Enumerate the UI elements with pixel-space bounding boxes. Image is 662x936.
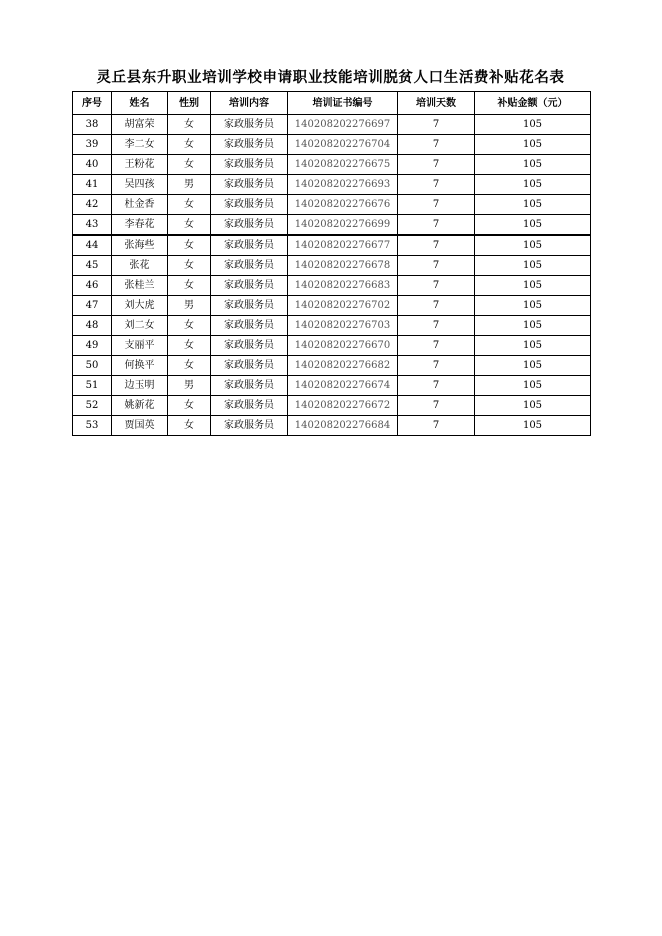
cell-training-content: 家政服务员 — [211, 135, 288, 155]
cell-seq: 38 — [73, 115, 112, 135]
cell-gender: 男 — [168, 175, 211, 195]
cell-seq: 47 — [73, 296, 112, 316]
cell-training-content: 家政服务员 — [211, 235, 288, 256]
cell-name: 吴四孩 — [112, 175, 168, 195]
cell-certificate-number: 140208202276683 — [288, 276, 398, 296]
cell-name: 王粉花 — [112, 155, 168, 175]
column-header-training-days: 培训天数 — [398, 92, 475, 115]
table-row — [73, 376, 591, 396]
cell-training-content: 家政服务员 — [211, 215, 288, 236]
cell-subsidy-amount: 105 — [475, 135, 591, 155]
table-row — [73, 276, 591, 296]
cell-seq: 52 — [73, 396, 112, 416]
cell-training-content: 家政服务员 — [211, 396, 288, 416]
cell-name: 张花 — [112, 256, 168, 276]
table-row — [73, 416, 591, 436]
cell-certificate-number: 140208202276672 — [288, 396, 398, 416]
cell-gender: 女 — [168, 155, 211, 175]
cell-seq: 53 — [73, 416, 112, 436]
cell-subsidy-amount: 105 — [475, 416, 591, 436]
cell-certificate-number: 140208202276678 — [288, 256, 398, 276]
cell-subsidy-amount: 105 — [475, 215, 591, 236]
table-row — [73, 336, 591, 356]
cell-training-days: 7 — [398, 135, 475, 155]
cell-training-content: 家政服务员 — [211, 276, 288, 296]
cell-gender: 女 — [168, 256, 211, 276]
cell-subsidy-amount: 105 — [475, 376, 591, 396]
table-row — [73, 316, 591, 336]
column-header-subsidy-amount: 补贴金额（元） — [475, 92, 591, 115]
cell-name: 姚新花 — [112, 396, 168, 416]
cell-training-content: 家政服务员 — [211, 356, 288, 376]
cell-training-days: 7 — [398, 376, 475, 396]
cell-seq: 42 — [73, 195, 112, 215]
cell-subsidy-amount: 105 — [475, 356, 591, 376]
cell-seq: 46 — [73, 276, 112, 296]
cell-certificate-number: 140208202276703 — [288, 316, 398, 336]
page-title: 灵丘县东升职业培训学校申请职业技能培训脱贫人口生活费补贴花名表 — [96, 69, 565, 86]
column-header-gender: 性别 — [168, 92, 211, 115]
cell-subsidy-amount: 105 — [475, 296, 591, 316]
cell-training-days: 7 — [398, 336, 475, 356]
cell-seq: 41 — [73, 175, 112, 195]
table-row — [73, 396, 591, 416]
cell-certificate-number: 140208202276704 — [288, 135, 398, 155]
cell-subsidy-amount: 105 — [475, 336, 591, 356]
cell-seq: 51 — [73, 376, 112, 396]
cell-name: 何换平 — [112, 356, 168, 376]
cell-training-content: 家政服务员 — [211, 316, 288, 336]
cell-name: 张桂兰 — [112, 276, 168, 296]
cell-training-days: 7 — [398, 416, 475, 436]
cell-training-days: 7 — [398, 356, 475, 376]
cell-name: 贾国英 — [112, 416, 168, 436]
cell-training-days: 7 — [398, 316, 475, 336]
cell-gender: 女 — [168, 115, 211, 135]
cell-certificate-number: 140208202276674 — [288, 376, 398, 396]
cell-training-days: 7 — [398, 256, 475, 276]
cell-seq: 40 — [73, 155, 112, 175]
cell-gender: 男 — [168, 376, 211, 396]
cell-gender: 女 — [168, 336, 211, 356]
cell-name: 刘大虎 — [112, 296, 168, 316]
cell-subsidy-amount: 105 — [475, 276, 591, 296]
cell-name: 胡富荣 — [112, 115, 168, 135]
cell-certificate-number: 140208202276702 — [288, 296, 398, 316]
table-row — [73, 175, 591, 195]
cell-subsidy-amount: 105 — [475, 396, 591, 416]
cell-seq: 49 — [73, 336, 112, 356]
table-row — [73, 195, 591, 215]
cell-training-content: 家政服务员 — [211, 296, 288, 316]
cell-seq: 50 — [73, 356, 112, 376]
cell-subsidy-amount: 105 — [475, 195, 591, 215]
table-row — [73, 235, 591, 256]
cell-gender: 女 — [168, 235, 211, 256]
cell-training-days: 7 — [398, 396, 475, 416]
cell-certificate-number: 140208202276675 — [288, 155, 398, 175]
table-row — [73, 155, 591, 175]
cell-seq: 43 — [73, 215, 112, 236]
cell-training-content: 家政服务员 — [211, 115, 288, 135]
table-row — [73, 356, 591, 376]
cell-gender: 女 — [168, 416, 211, 436]
cell-name: 支丽平 — [112, 336, 168, 356]
column-header-name: 姓名 — [112, 92, 168, 115]
cell-subsidy-amount: 105 — [475, 115, 591, 135]
cell-name: 刘二女 — [112, 316, 168, 336]
roster-body — [73, 115, 591, 436]
cell-gender: 女 — [168, 396, 211, 416]
cell-gender: 女 — [168, 135, 211, 155]
cell-seq: 44 — [73, 235, 112, 256]
cell-training-content: 家政服务员 — [211, 155, 288, 175]
cell-training-days: 7 — [398, 296, 475, 316]
cell-subsidy-amount: 105 — [475, 235, 591, 256]
cell-certificate-number: 140208202276670 — [288, 336, 398, 356]
cell-training-days: 7 — [398, 155, 475, 175]
cell-name: 张海些 — [112, 235, 168, 256]
table-row — [73, 215, 591, 236]
column-header-seq: 序号 — [73, 92, 112, 115]
table-row — [73, 296, 591, 316]
cell-training-days: 7 — [398, 115, 475, 135]
cell-subsidy-amount: 105 — [475, 155, 591, 175]
table-row — [73, 135, 591, 155]
cell-certificate-number: 140208202276699 — [288, 215, 398, 236]
cell-certificate-number: 140208202276676 — [288, 195, 398, 215]
cell-training-days: 7 — [398, 235, 475, 256]
column-header-certificate-number: 培训证书编号 — [288, 92, 398, 115]
cell-seq: 45 — [73, 256, 112, 276]
cell-training-content: 家政服务员 — [211, 256, 288, 276]
cell-training-content: 家政服务员 — [211, 376, 288, 396]
table-row — [73, 115, 591, 135]
cell-subsidy-amount: 105 — [475, 256, 591, 276]
cell-subsidy-amount: 105 — [475, 175, 591, 195]
cell-name: 李二女 — [112, 135, 168, 155]
cell-gender: 女 — [168, 215, 211, 236]
column-header-training-content: 培训内容 — [211, 92, 288, 115]
cell-certificate-number: 140208202276677 — [288, 235, 398, 256]
cell-training-days: 7 — [398, 175, 475, 195]
cell-training-days: 7 — [398, 215, 475, 236]
cell-name: 杜金香 — [112, 195, 168, 215]
cell-certificate-number: 140208202276682 — [288, 356, 398, 376]
cell-certificate-number: 140208202276684 — [288, 416, 398, 436]
header-row — [73, 92, 591, 115]
cell-certificate-number: 140208202276693 — [288, 175, 398, 195]
cell-training-days: 7 — [398, 195, 475, 215]
cell-gender: 女 — [168, 195, 211, 215]
cell-seq: 39 — [73, 135, 112, 155]
cell-gender: 男 — [168, 296, 211, 316]
roster-table — [72, 91, 591, 436]
cell-gender: 女 — [168, 356, 211, 376]
cell-training-content: 家政服务员 — [211, 416, 288, 436]
cell-name: 边玉明 — [112, 376, 168, 396]
cell-training-content: 家政服务员 — [211, 175, 288, 195]
cell-training-content: 家政服务员 — [211, 195, 288, 215]
table-row — [73, 256, 591, 276]
cell-training-content: 家政服务员 — [211, 336, 288, 356]
cell-subsidy-amount: 105 — [475, 316, 591, 336]
cell-training-days: 7 — [398, 276, 475, 296]
cell-certificate-number: 140208202276697 — [288, 115, 398, 135]
cell-gender: 女 — [168, 316, 211, 336]
cell-seq: 48 — [73, 316, 112, 336]
cell-name: 李春花 — [112, 215, 168, 236]
cell-gender: 女 — [168, 276, 211, 296]
